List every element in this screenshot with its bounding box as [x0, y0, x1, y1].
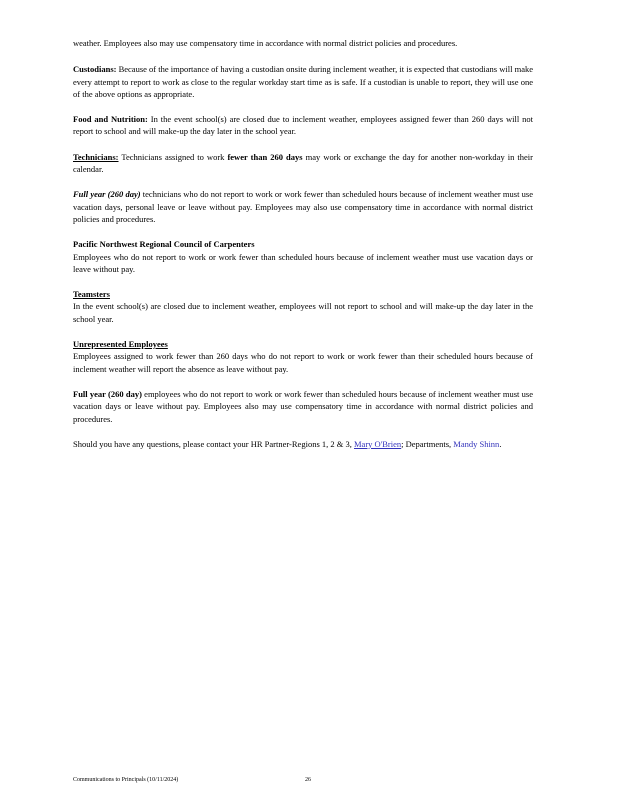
carpenters-section [73, 238, 533, 275]
unrepresented-text: Employees assigned to work fewer than 260 days who do not report to work or work fewer than their scheduled hours because of inclement weather will report the absence as leave without pay. [73, 351, 533, 374]
custodians-paragraph [73, 63, 533, 100]
page-footer [73, 776, 533, 784]
unrepresented-section [73, 338, 533, 375]
teamsters-text: In the event school(s) are closed due to inclement weather, employees will not report to school and will make-up the day later in the school year. [73, 301, 533, 324]
page-number: 26 [305, 777, 311, 783]
carpenters-text: Employees who do not report to work or work fewer than scheduled hours because of inclement weather must use vacation days or leave without pay. [73, 251, 533, 274]
full-year-technicians-text: technicians who do not report to work or work fewer than scheduled hours because of inclement weather must use vacation days, personal leave or leave without pay. Employees may also use compensatory time in accordance with normal district policies and procedures. [73, 189, 533, 224]
carpenters-heading: Pacific Northwest Regional Council of Carpenters [73, 239, 255, 250]
full-year-employees-text: employees who do not report to work or work fewer than scheduled hours because of inclement weather must use vacation days or leave without pay. Employees also may use compensatory time in accordance with normal district policies and procedures. [73, 388, 533, 424]
document-body [73, 37, 533, 463]
intro-text: weather. Employees also may use compensatory time in accordance with normal district policies and procedures. [73, 38, 458, 48]
unrepresented-heading: Unrepresented Employees [73, 339, 168, 350]
full-year-employees-heading: Full year (260 day) [73, 388, 142, 399]
closing-text-middle: ; Departments, [401, 438, 454, 449]
food-nutrition-paragraph [73, 113, 533, 138]
technicians-text-before: Technicians assigned to work [118, 151, 228, 162]
custodians-text: Because of the importance of having a custodian onsite during inclement weather, it is expected that custodians will make every attempt to report to work as close to the regular workday start time as is safe. If a custodian is unable to report, they will use one of the above options as appropriate. [73, 64, 533, 99]
closing-text-after: . [499, 438, 502, 449]
teamsters-heading: Teamsters [73, 289, 110, 300]
footer-document-title: Communications to Principals (10/11/2024) [73, 777, 179, 783]
technicians-text-after: may work or exchange the day for another non-workday in their calendar. [73, 151, 533, 175]
full-year-technicians-paragraph [73, 188, 533, 225]
technicians-paragraph [73, 151, 533, 176]
technicians-heading: Technicians: [73, 151, 119, 162]
intro-paragraph [73, 37, 533, 49]
technicians-emphasis: fewer than 260 days [227, 151, 303, 162]
closing-paragraph [73, 438, 533, 450]
custodians-heading: Custodians: [73, 64, 117, 75]
teamsters-section [73, 288, 533, 325]
closing-text-before: Should you have any questions, please contact your HR Partner-Regions 1, 2 & 3, [73, 438, 354, 449]
food-nutrition-heading: Food and Nutrition: [73, 114, 148, 125]
food-nutrition-text: In the event school(s) are closed due to inclement weather, employees assigned fewer than 260 days will not report to school and will make-up the day later in the school year. [73, 114, 533, 137]
full-year-employees-paragraph [73, 388, 533, 425]
mandy-shinn-link[interactable]: Mandy Shinn [453, 438, 500, 449]
mary-obrien-link[interactable]: Mary O'Brien [354, 438, 402, 449]
full-year-technicians-heading: Full year (260 day) [73, 189, 141, 200]
